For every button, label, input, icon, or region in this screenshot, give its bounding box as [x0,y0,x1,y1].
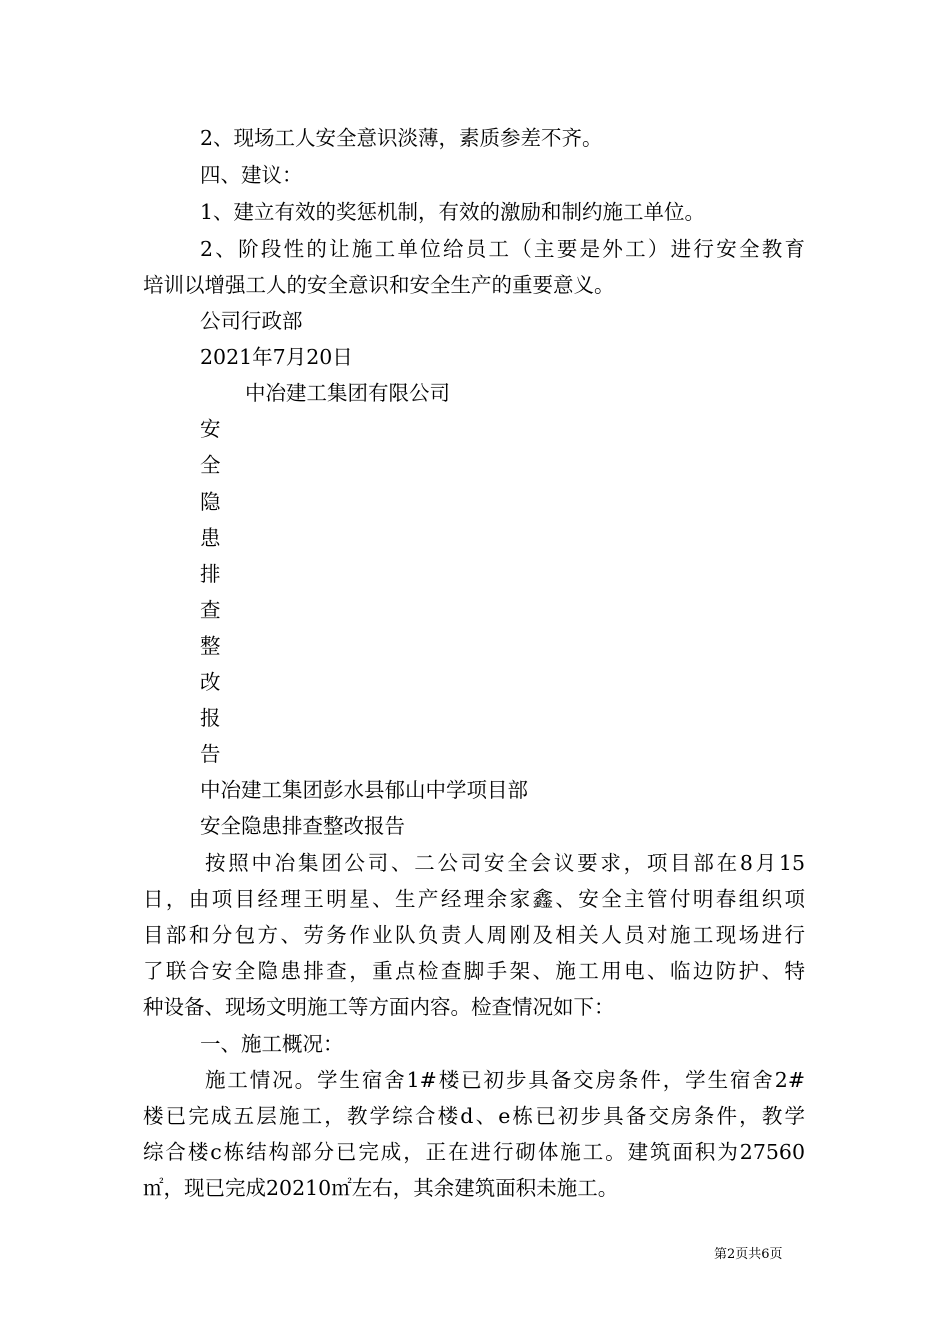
text-line: 日，由项目经理王明星、生产经理余家鑫、安全主管付明春组织项 [143,887,805,911]
vertical-title-char: 查 [200,598,221,622]
text-line: 2、现场工人安全意识淡薄，素质参差不齐。 [200,126,603,150]
text-line: 综合楼c栋结构部分已完成，正在进行砌体施工。建筑面积为27560 [143,1140,805,1164]
vertical-title-char: 安 [200,417,221,441]
vertical-title-char: 整 [200,634,221,658]
text-line: 了联合安全隐患排查，重点检查脚手架、施工用电、临边防护、特 [143,959,805,983]
vertical-title-char: 报 [200,706,221,730]
vertical-title-char: 患 [200,526,221,550]
text-line: 种设备、现场文明施工等方面内容。检查情况如下： [143,995,615,1019]
text-line: 2、阶段性的让施工单位给员工（主要是外工）进行安全教育 [200,237,805,261]
report-title: 安全隐患排查整改报告 [200,814,405,838]
vertical-title-char: 告 [200,742,221,766]
project-department: 中冶建工集团彭水县郁山中学项目部 [200,778,528,802]
text-line: ㎡，现已完成20210㎡左右，其余建筑面积未施工。 [143,1176,619,1200]
page-footer: 第2页共6页 [714,1247,783,1262]
section-heading: 四、建议： [200,163,303,187]
text-line: 目部和分包方、劳务作业队负责人周刚及相关人员对施工现场进行 [143,923,805,947]
company-name: 中冶建工集团有限公司 [245,381,450,405]
vertical-title-char: 改 [200,670,221,694]
text-line: 1、建立有效的奖惩机制，有效的激励和制约施工单位。 [200,200,706,224]
vertical-title-char: 隐 [200,490,221,514]
text-line: 按照中冶集团公司、二公司安全会议要求，项目部在8月15 [205,851,805,875]
signature-department: 公司行政部 [200,309,303,333]
vertical-title-char: 全 [200,453,221,477]
text-line: 施工情况。学生宿舍1#楼已初步具备交房条件，学生宿舍2# [205,1068,805,1092]
section-heading: 一、施工概况： [200,1032,344,1056]
vertical-title-char: 排 [200,562,221,586]
signature-date: 2021年7月20日 [200,345,353,369]
text-line: 培训以增强工人的安全意识和安全生产的重要意义。 [143,273,615,297]
text-line: 楼已完成五层施工，教学综合楼d、e栋已初步具备交房条件，教学 [143,1104,805,1128]
